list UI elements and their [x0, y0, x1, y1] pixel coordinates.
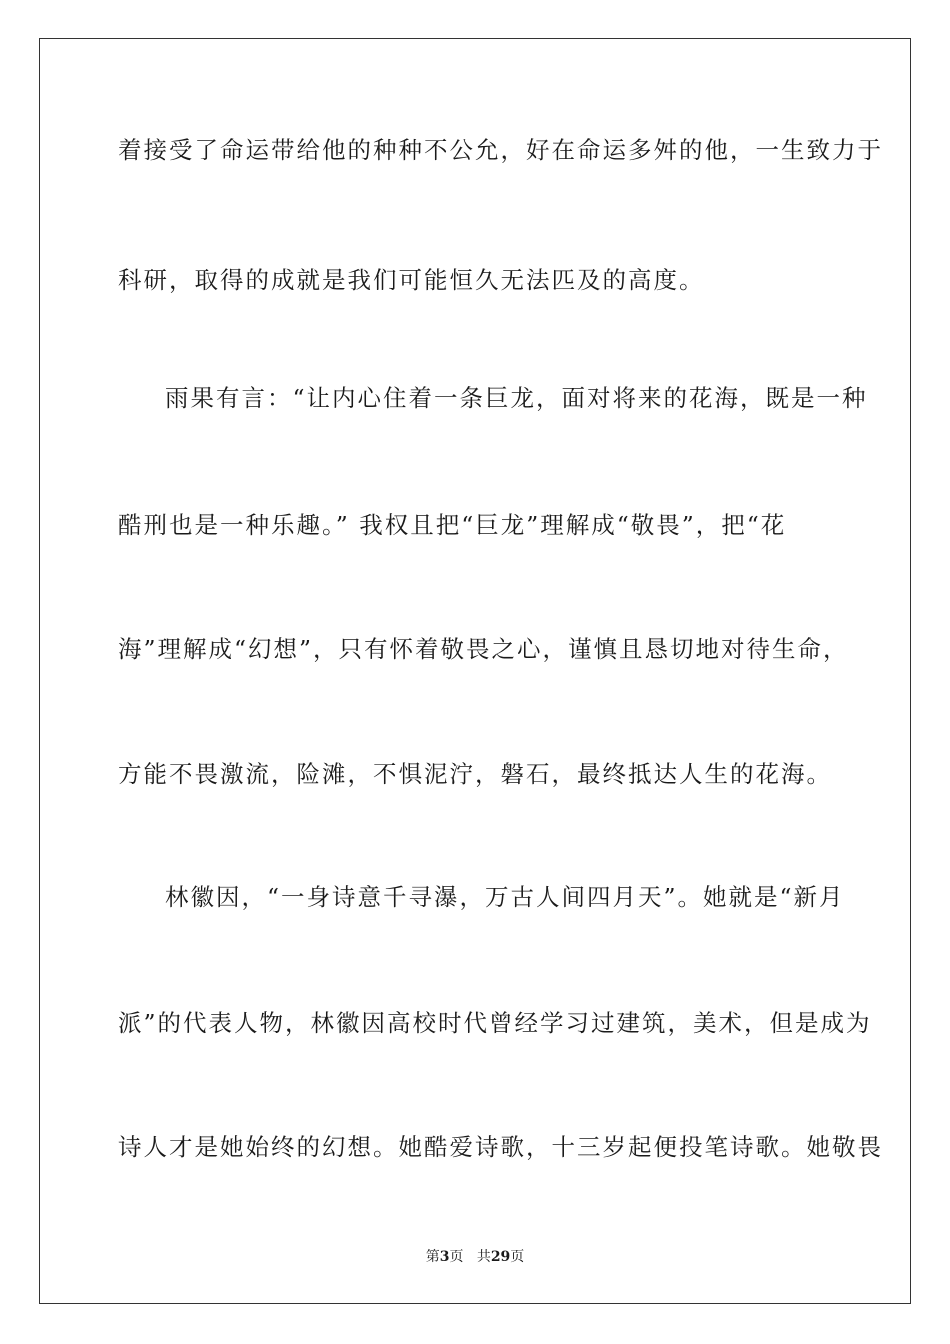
footer-page-suffix: 页: [449, 1249, 464, 1265]
text-line: 海”理解成“幻想”，只有怀着敬畏之心，谨慎且恳切地对待生命，: [118, 635, 849, 663]
text-line: 派”的代表人物，林徽因高校时代曾经学习过建筑，美术，但是成为: [118, 1009, 872, 1037]
text-line: 雨果有言：“让内心住着一条巨龙，面对将来的花海，既是一种: [165, 384, 868, 412]
footer-prefix: 第: [425, 1249, 440, 1265]
total-page-count: 29: [490, 1249, 511, 1265]
current-page-number: 3: [439, 1249, 450, 1265]
text-line: 酷刑也是一种乐趣。” 我权且把“巨龙”理解成“敬畏”，把“花: [118, 511, 787, 539]
text-line: 科研，取得的成就是我们可能恒久无法匹及的高度。: [118, 266, 705, 294]
footer-total-prefix: 共: [476, 1249, 491, 1265]
text-line: 方能不畏激流，险滩，不惧泥泞，磐石，最终抵达人生的花海。: [118, 760, 832, 788]
text-line: 着接受了命运带给他的种种不公允，好在命运多舛的他，一生致力于: [118, 136, 883, 164]
text-line: 诗人才是她始终的幻想。她酷爱诗歌，十三岁起便投笔诗歌。她敬畏: [118, 1133, 883, 1161]
footer-total-suffix: 页: [510, 1249, 525, 1265]
text-line: 林徽因，“一身诗意千寻瀑，万古人间四月天”。她就是“新月: [165, 883, 845, 911]
page-number-footer: [0, 1247, 950, 1267]
page-border: [39, 38, 911, 1304]
